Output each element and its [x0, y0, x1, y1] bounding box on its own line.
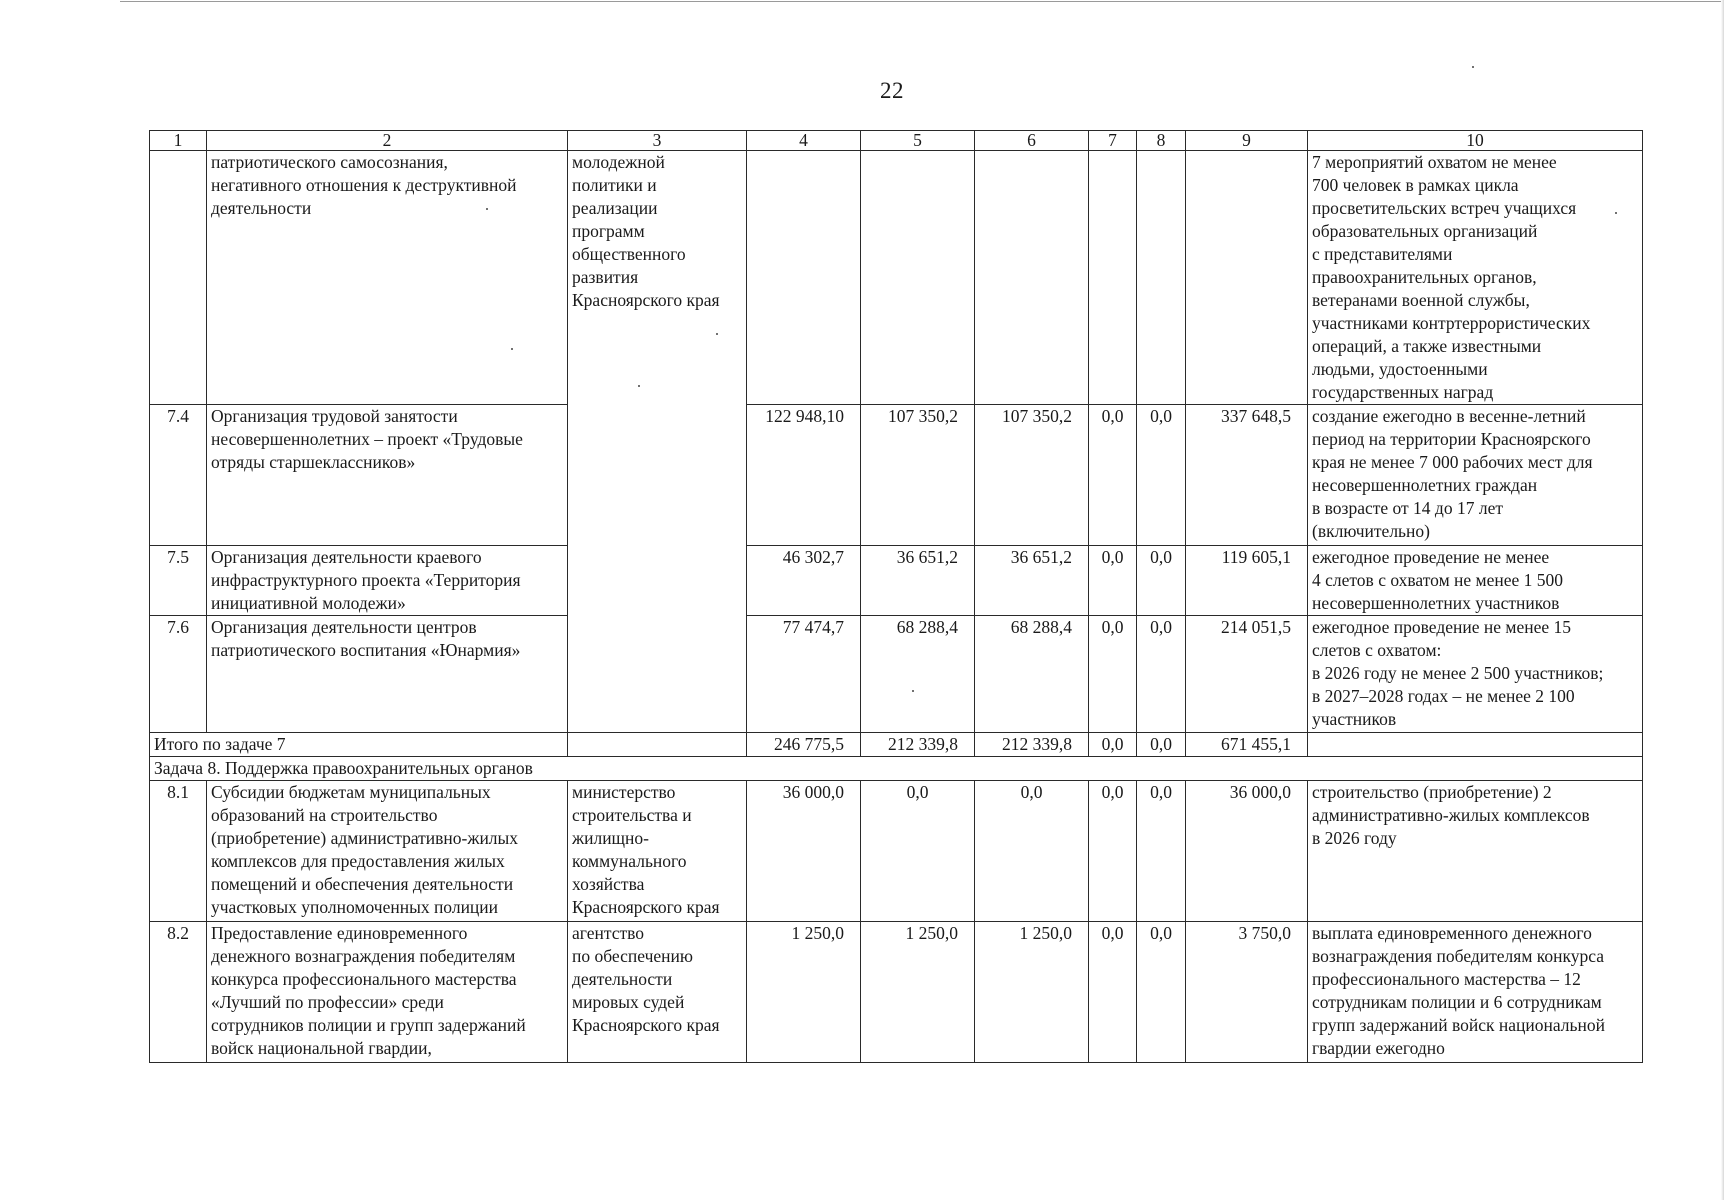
value-col7: 0,0	[1089, 546, 1137, 616]
column-header: 9	[1186, 131, 1308, 151]
measure-name: патриотического самосознания, негативного отношения к деструктивной деятельности	[207, 151, 568, 405]
scan-speck	[1472, 66, 1474, 68]
value-total: 337 648,5	[1186, 405, 1308, 546]
total-row	[150, 733, 1643, 757]
column-header: 6	[975, 131, 1089, 151]
value-2028: 1 250,0	[975, 922, 1089, 1063]
task-heading: Задача 8. Поддержка правоохранительных органов	[150, 757, 1643, 781]
table-row	[150, 546, 1643, 616]
total-col7: 0,0	[1089, 733, 1137, 757]
scan-top-edge	[120, 1, 1724, 2]
table-row	[150, 922, 1643, 1063]
value-2026: 122 948,10	[747, 405, 861, 546]
value-col7	[1089, 151, 1137, 405]
program-measures-table	[149, 130, 1643, 1063]
value-col8: 0,0	[1137, 405, 1186, 546]
value-2026	[747, 151, 861, 405]
measure-name: Организация деятельности краевого инфраструктурного проекта «Территория инициативной молодежи»	[207, 546, 568, 616]
value-2026: 46 302,7	[747, 546, 861, 616]
value-total: 3 750,0	[1186, 922, 1308, 1063]
value-2028: 68 288,4	[975, 616, 1089, 733]
value-total	[1186, 151, 1308, 405]
row-number: 8.1	[150, 781, 207, 922]
value-2027: 107 350,2	[861, 405, 975, 546]
executor: молодежной политики и реализации программ общественного развития Красноярского края	[568, 151, 747, 733]
row-number: 7.4	[150, 405, 207, 546]
expected-result: ежегодное проведение не менее 4 слетов с охватом не менее 1 500 несовершеннолетних участников	[1308, 546, 1643, 616]
value-2028: 0,0	[975, 781, 1089, 922]
value-col7: 0,0	[1089, 922, 1137, 1063]
value-col7: 0,0	[1089, 405, 1137, 546]
total-col8: 0,0	[1137, 733, 1186, 757]
value-2026: 36 000,0	[747, 781, 861, 922]
column-header: 2	[207, 131, 568, 151]
row-number: 7.5	[150, 546, 207, 616]
total-sum: 671 455,1	[1186, 733, 1308, 757]
value-2027: 36 651,2	[861, 546, 975, 616]
value-total: 214 051,5	[1186, 616, 1308, 733]
expected-result: 7 мероприятий охватом не менее 700 человек в рамках цикла просветительских встреч учащихся образовательных организаций с представителями правоохранительных органов, ветеранами военной службы, участниками контртеррористических операций, а также известными людьми, удостоенными государственных наград	[1308, 151, 1643, 405]
value-col7: 0,0	[1089, 781, 1137, 922]
expected-result	[1308, 733, 1643, 757]
table-row	[150, 781, 1643, 922]
expected-result: строительство (приобретение) 2 административно-жилых комплексов в 2026 году	[1308, 781, 1643, 922]
expected-result: выплата единовременного денежного вознаграждения победителям конкурса профессионального мастерства – 12 сотрудникам полиции и 6 сотрудникам групп задержаний войск национальной гвардии ежегодно	[1308, 922, 1643, 1063]
total-2027: 212 339,8	[861, 733, 975, 757]
value-total: 119 605,1	[1186, 546, 1308, 616]
measure-name: Организация трудовой занятости несовершеннолетних – проект «Трудовые отряды старшеклассников»	[207, 405, 568, 546]
value-col8	[1137, 151, 1186, 405]
total-label: Итого по задаче 7	[150, 733, 568, 757]
value-2026: 77 474,7	[747, 616, 861, 733]
column-header: 4	[747, 131, 861, 151]
table-row	[150, 405, 1643, 546]
total-2026: 246 775,5	[747, 733, 861, 757]
value-col8: 0,0	[1137, 922, 1186, 1063]
page-number: 22	[880, 78, 904, 103]
measure-name: Субсидии бюджетам муниципальных образований на строительство (приобретение) административно-жилых комплексов для предоставления жилых помещений и обеспечения деятельности участковых уполномоченных полиции	[207, 781, 568, 922]
value-2028: 36 651,2	[975, 546, 1089, 616]
value-2028: 107 350,2	[975, 405, 1089, 546]
executor: агентство по обеспечению деятельности мировых судей Красноярского края	[568, 922, 747, 1063]
value-2027: 0,0	[861, 781, 975, 922]
measure-name: Организация деятельности центров патриотического воспитания «Юнармия»	[207, 616, 568, 733]
value-2027	[861, 151, 975, 405]
value-2028	[975, 151, 1089, 405]
row-number	[150, 151, 207, 405]
column-number-row	[150, 131, 1643, 151]
column-header: 5	[861, 131, 975, 151]
table-row	[150, 616, 1643, 733]
expected-result: создание ежегодно в весенне-летний период на территории Красноярского края не менее 7 000 рабочих мест для несовершеннолетних граждан в возрасте от 14 до 17 лет (включительно)	[1308, 405, 1643, 546]
measure-name: Предоставление единовременного денежного вознаграждения победителям конкурса профессионального мастерства «Лучший по профессии» среди сотрудников полиции и групп задержаний войск национальной гвардии,	[207, 922, 568, 1063]
value-col8: 0,0	[1137, 781, 1186, 922]
task-heading-row	[150, 757, 1643, 781]
row-number: 7.6	[150, 616, 207, 733]
expected-result: ежегодное проведение не менее 15 слетов с охватом: в 2026 году не менее 2 500 участников; в 2027–2028 годах – не менее 2 100 участников	[1308, 616, 1643, 733]
column-header: 1	[150, 131, 207, 151]
table-row	[150, 151, 1643, 405]
value-2027: 68 288,4	[861, 616, 975, 733]
value-col8: 0,0	[1137, 546, 1186, 616]
column-header: 7	[1089, 131, 1137, 151]
row-number: 8.2	[150, 922, 207, 1063]
total-2028: 212 339,8	[975, 733, 1089, 757]
executor	[568, 733, 747, 757]
value-2027: 1 250,0	[861, 922, 975, 1063]
executor: министерство строительства и жилищно- коммунального хозяйства Красноярского края	[568, 781, 747, 922]
column-header: 3	[568, 131, 747, 151]
value-col8: 0,0	[1137, 616, 1186, 733]
value-col7: 0,0	[1089, 616, 1137, 733]
value-2026: 1 250,0	[747, 922, 861, 1063]
column-header: 8	[1137, 131, 1186, 151]
column-header: 10	[1308, 131, 1643, 151]
value-total: 36 000,0	[1186, 781, 1308, 922]
